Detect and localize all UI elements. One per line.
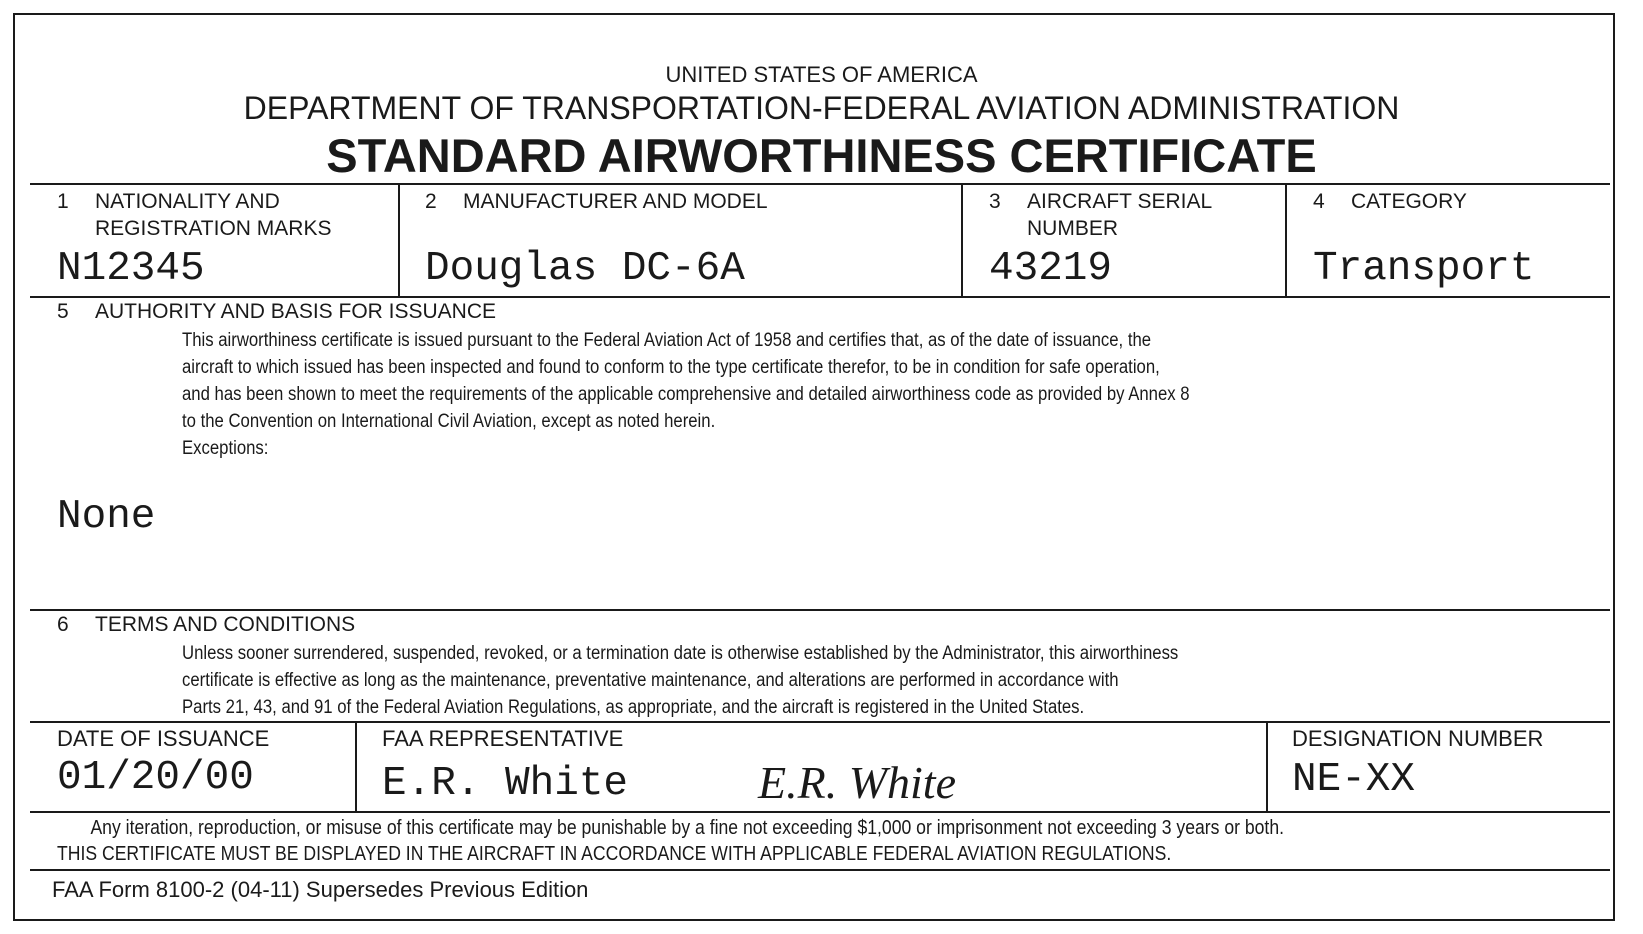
divider-top (30, 183, 1610, 185)
terms-text: Unless sooner surrendered, suspended, revoked, or a termination date is otherwise established by the Administrator, this airworthiness certificate is effective as long as the maintenance, preventative maintenance, and alterations are performed in accordance with Parts 21, 43, and 91 of the Federal Aviation Regulations, as appropriate, and the aircraft is registered in the United States. (182, 643, 1179, 718)
authority-heading: 5 AUTHORITY AND BASIS FOR ISSUANCE (57, 300, 497, 323)
date-of-issuance-label: DATE OF ISSUANCE (57, 726, 270, 751)
exceptions-label: Exceptions: (182, 438, 269, 459)
field-2-label: 2 MANUFACTURER AND MODEL (425, 190, 768, 213)
field-1-label: 1 NATIONALITY AND REGISTRATION MARKS (57, 190, 332, 240)
designation-number-label: DESIGNATION NUMBER (1292, 726, 1544, 751)
field-4-label: 4 CATEGORY (1313, 190, 1467, 213)
date-of-issuance-value: 01/20/00 (57, 755, 254, 801)
registration-marks-value: N12345 (57, 246, 205, 292)
field-3-label: 3 AIRCRAFT SERIAL NUMBER (989, 190, 1213, 240)
representative-signature: E.R. White (758, 757, 956, 808)
notice-display: THIS CERTIFICATE MUST BE DISPLAYED IN THE AIRCRAFT IN ACCORDANCE WITH APPLICABLE FEDERAL AVIATION REGULATIONS. (57, 843, 1172, 865)
divider-rep-designation (1266, 722, 1268, 812)
notice-penalty: Any iteration, reproduction, or misuse of this certificate may be punishable by a fine not exceeding $1,000 or imprisonment not exceeding 3 years or both. (90, 817, 1285, 839)
faa-representative-value: E.R. White (382, 761, 629, 807)
divider-f2-f3 (961, 184, 963, 296)
exceptions-value: None (57, 494, 156, 540)
department-heading: DEPARTMENT OF TRANSPORTATION-FEDERAL AVIATION ADMINISTRATION (243, 90, 1400, 126)
designation-number-value: NE-XX (1292, 757, 1416, 803)
divider-section-6 (30, 609, 1610, 611)
country-heading: UNITED STATES OF AMERICA (665, 62, 978, 87)
divider-notice (30, 811, 1610, 813)
divider-issuance (30, 721, 1610, 723)
authority-text: This airworthiness certificate is issued pursuant to the Federal Aviation Act of 1958 and certifies that, as of the date of issuance, the aircraft to which issued has been inspected and found to conform to the type certificate therefor, to be in condition for safe operation, and has been shown to meet the requirements of the applicable comprehensive and detailed airworthiness code as provided by Annex 8 to the Convention on International Civil Aviation, except as noted herein. Exceptions: (182, 327, 1190, 462)
divider-date-rep (355, 722, 357, 812)
form-number: FAA Form 8100-2 (04-11) Supersedes Previous Edition (52, 877, 589, 902)
divider-f3-f4 (1285, 184, 1287, 296)
divider-f1-f2 (398, 184, 400, 296)
divider-footer (30, 869, 1610, 871)
divider-fields-bottom (30, 296, 1610, 298)
notice-text (57, 815, 1284, 867)
manufacturer-model-value: Douglas DC-6A (425, 246, 745, 292)
faa-representative-label: FAA REPRESENTATIVE (382, 726, 624, 751)
certificate-title: STANDARD AIRWORTHINESS CERTIFICATE (326, 129, 1317, 182)
terms-heading: 6 TERMS AND CONDITIONS (57, 613, 356, 636)
serial-number-value: 43219 (989, 246, 1113, 292)
category-value: Transport (1313, 246, 1535, 292)
